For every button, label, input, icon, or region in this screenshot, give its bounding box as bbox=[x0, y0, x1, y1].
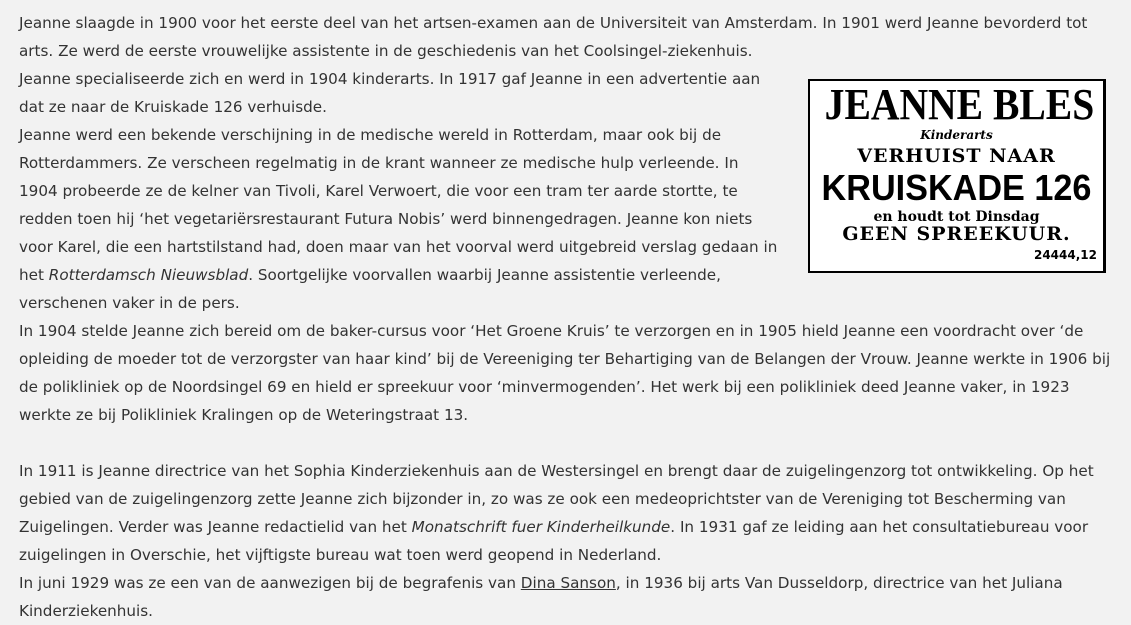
ad-address: KRUISKADE 126 bbox=[821, 167, 1092, 208]
paragraph-sophia-text: In 1911 is Jeanne directrice van het Sophia Kinderziekenhuis aan de Westersingel en brengt daar de zuigelingenzorg tot ontwikkeling. Op het gebied van de zuigelingenzorg zette Jeanne zich bijzonder in, zo was ze ook een medeoprichtster van de Vereniging tot Bescherming van Zuigelingen. Verder was Jeanne redactielid van het bbox=[19, 462, 1094, 536]
journal-title: Monatschrift fuer Kinderheilkunde bbox=[411, 518, 671, 536]
article-body bbox=[19, 9, 1114, 625]
ad-no-consult: GEEN SPREEKUUR. bbox=[842, 223, 1071, 245]
paragraph-groene-kruis: In 1904 stelde Jeanne zich bereid om de baker-cursus voor ‘Het Groene Kruis’ te verzorgen en in 1905 hield Jeanne een voordracht over ‘de opleiding de moeder tot de verzorgster van haar kind’ bij de Vereeniging ter Behartiging van de Belangen der Vrouw. Jeanne werkte in 1906 bij de polikliniek op de Noordsingel 69 en hield er spreekuur voor ‘minvermogenden’. Het werk bij een polikliniek deed Jeanne vaker, in 1923 werkte ze bij Polikliniek Kralingen op de Weteringstraat 13. bbox=[19, 322, 1111, 424]
ad-reference: 24444,12 bbox=[1033, 248, 1097, 262]
paragraph-funeral-end: , in 1936 bij arts Van Dusseldorp, directrice van het Juliana Kinderziekenhuis. bbox=[19, 574, 1063, 620]
paragraph-exam: Jeanne slaagde in 1900 voor het eerste deel van het artsen-examen aan de Universiteit van Amsterdam. In 1901 werd Jeanne bevorderd tot arts. Ze werd de eerste vrouwelijke assistente in de geschiedenis van het Coolsingel-ziekenhuis. bbox=[19, 14, 1088, 60]
paragraph-funeral-text: In juni 1929 was ze een van de aanwezigen bij de begrafenis van bbox=[19, 574, 521, 592]
newspaper-title: Rotterdamsch Nieuwsblad bbox=[48, 266, 249, 284]
newspaper-advertisement bbox=[808, 79, 1106, 273]
paragraph-specialisation: Jeanne specialiseerde zich en werd in 1904 kinderarts. In 1917 gaf Jeanne in een advertentie aan dat ze naar de Kruiskade 126 verhuisde. bbox=[19, 70, 761, 116]
paragraph-sophia bbox=[19, 457, 1114, 569]
paragraph-spacer bbox=[19, 429, 1114, 457]
dina-sanson-link[interactable]: Dina Sanson bbox=[520, 574, 616, 592]
paragraph-sophia-end: . In 1931 gaf ze leiding aan het consultatiebureau voor zuigelingen in Overschie, het vijftigste bureau wat toen werd geopend in Nederland. bbox=[19, 518, 1089, 564]
ad-moves: VERHUIST NAAR bbox=[857, 145, 1056, 167]
paragraph-rotterdam-text: Jeanne werd een bekende verschijning in de medische wereld in Rotterdam, maar ook bij de Rotterdammers. Ze verscheen regelmatig in de krant wanneer ze medische hulp verleende. In 1904 probeerde ze de kelner van Tivoli, Karel Verwoert, die voor een tram ter aarde stortte, te redden toen hij ‘het vegetariërsrestaurant Futura Nobis’ werd binnengedragen. Jeanne kon niets voor Karel, die een hartstilstand had, doen maar van het voorval werd uitgebreid verslag gedaan in het bbox=[19, 126, 778, 284]
ad-name: JEANNE BLES bbox=[824, 80, 1095, 129]
paragraph-rotterdam-end: . Soortgelijke voorvallen waarbij Jeanne assistentie verleende, verschenen vaker in de pers. bbox=[19, 266, 721, 312]
paragraph-funeral bbox=[19, 569, 1114, 625]
ad-until: en houdt tot Dinsdag bbox=[873, 209, 1040, 225]
ad-subtitle: Kinderarts bbox=[920, 128, 993, 142]
